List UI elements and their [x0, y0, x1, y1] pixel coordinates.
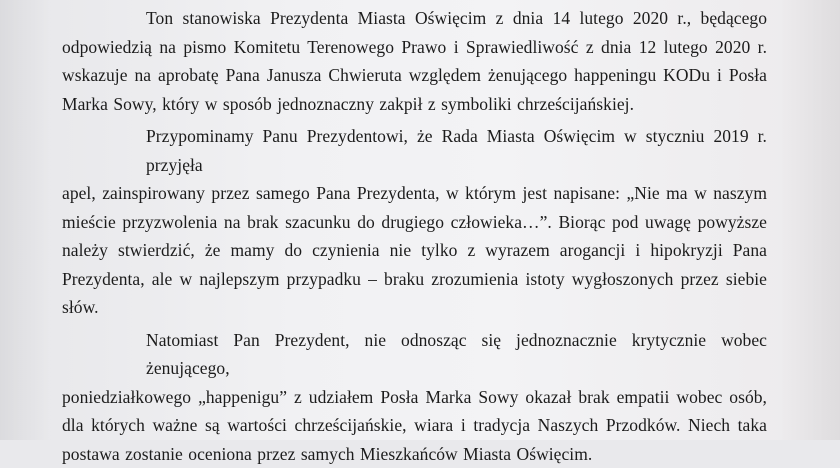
paragraph-1	[62, 4, 767, 118]
paragraph-line: Ton stanowiska Prezydenta Miasta Oświęcim z dnia 14 lutego 2020 r., będącego	[62, 4, 767, 33]
paragraph-line: Prezydenta, ale w najlepszym przypadku – braku zrozumienia istoty wygłoszonych przez siebie	[62, 265, 767, 294]
paragraph-line: należy stwierdzić, że mamy do czynienia nie tylko z wyrazem arogancji i hipokryzji Pana	[62, 236, 767, 265]
paragraph-line: Marka Sowy, który w sposób jednoznaczny zakpił z symboliki chrześcijańskiej.	[62, 90, 767, 119]
paragraph-line: słów.	[62, 293, 767, 322]
paragraph-line: odpowiedzią na pismo Komitetu Terenowego Prawo i Sprawiedliwość z dnia 12 lutego 2020 r.	[62, 33, 767, 62]
paragraph-line: postawa zostanie oceniona przez samych Mieszkańców Miasta Oświęcim.	[62, 440, 767, 468]
paragraph-line: Natomiast Pan Prezydent, nie odnosząc się jednoznacznie krytycznie wobec żenującego,	[62, 326, 767, 383]
document-body	[62, 4, 767, 468]
paragraph-line: poniedziałkowego „happenigu” z udziałem Posła Marka Sowy okazał brak empatii wobec osób,	[62, 383, 767, 412]
page-shadow-right	[780, 0, 840, 440]
paragraph-line: mieście przyzwolenia na brak szacunku do drugiego człowieka…”. Biorąc pod uwagę powyższe	[62, 208, 767, 237]
paragraph-line: wskazuje na aprobatę Pana Janusza Chwieruta względem żenującego happeningu KODu i Posła	[62, 61, 767, 90]
paragraph-line: dla których ważne są wartości chrześcijańskie, wiara i tradycja Naszych Przodków. Niech taka	[62, 411, 767, 440]
paragraph-2	[62, 122, 767, 322]
paragraph-line: Przypominamy Panu Prezydentowi, że Rada Miasta Oświęcim w styczniu 2019 r. przyjęła	[62, 122, 767, 179]
paragraph-line: apel, zainspirowany przez samego Pana Prezydenta, w którym jest napisane: „Nie ma w naszym	[62, 179, 767, 208]
paragraph-3	[62, 326, 767, 468]
page-shadow-left	[0, 0, 50, 440]
